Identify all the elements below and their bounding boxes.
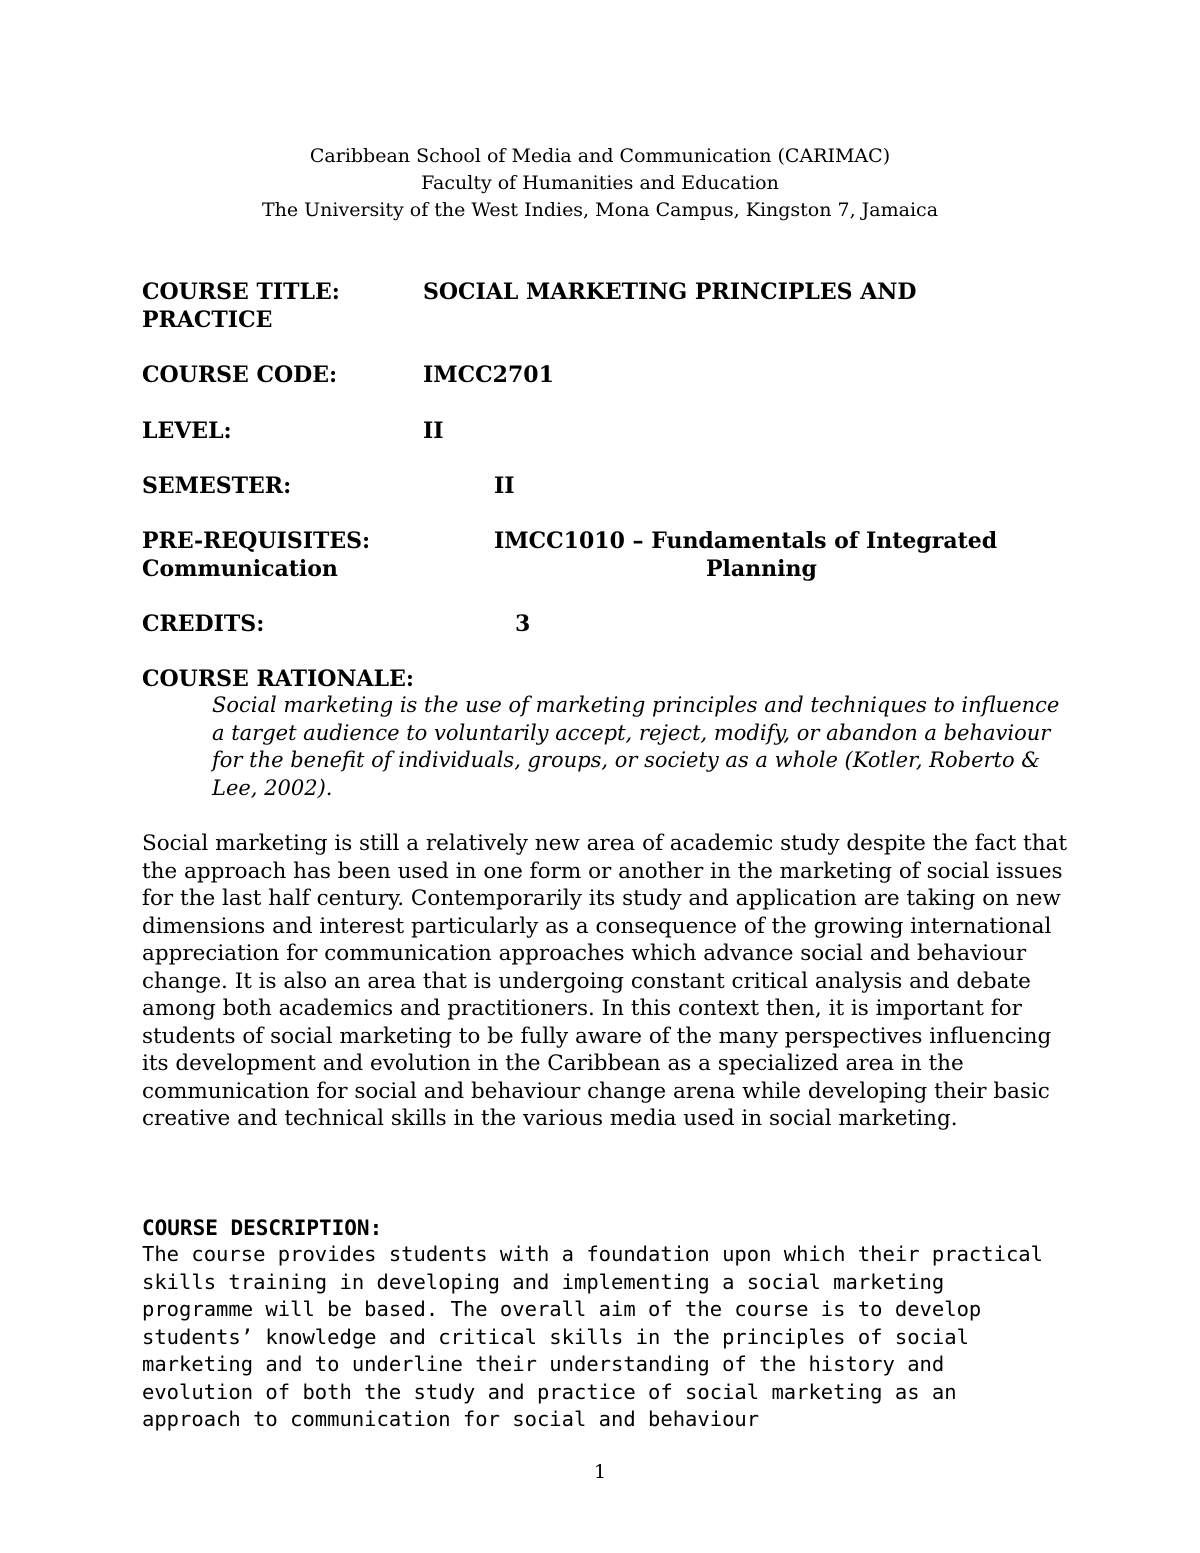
prerequisites-value-wrap-right: Planning [706,556,817,582]
header-faculty: Faculty of Humanities and Education [421,172,779,194]
course-code-value: IMCC2701 [423,362,554,388]
course-rationale-heading: COURSE RATIONALE: [142,666,414,692]
header-university: The University of the West Indies, Mona Campus, Kingston 7, Jamaica [261,199,939,221]
level-label: LEVEL: [142,418,232,444]
page-number: 1 [593,1461,607,1483]
semester-label: SEMESTER: [142,473,292,499]
rationale-paragraph: Social marketing is still a relatively new area of academic study despite the fact that the approach has been used in one form or another in the marketing of social issues for the last half century. Contemporarily its study and application are taking on new dimensions and interest particularly as a consequence of the growing international appreciation for communication approaches which advance social and behaviour change. It is also an area that is undergoing constant critical analysis and debate among both academics and practitioners. In this context then, it is important for students of social marketing to be fully aware of the many perspectives influencing its development and evolution in the Caribbean as a specialized area in the communication for social and behaviour change arena while developing their basic creative and technical skills in the various media used in social marketing. [142,831,1068,1131]
prerequisites-label: PRE-REQUISITES: [142,528,371,554]
prerequisites-value-wrap-left: Communication [142,556,338,582]
credits-label: CREDITS: [142,611,265,637]
level-value: II [423,418,444,444]
header-school: Caribbean School of Media and Communication (CARIMAC) [309,145,891,167]
course-description-paragraph: The course provides students with a foundation upon which their practical skills training in developing and implementing a social marketing programme will be based. The overall aim of the course is to develop students’ knowledge and critical skills in the principles of social marketing and to underline their understanding of the history and evolution of both the study and practice of social marketing as an approach to communication for social and behaviour [142,1242,1043,1431]
prerequisites-value: IMCC1010 – Fundamentals of Integrated [494,528,998,554]
course-description-heading: COURSE DESCRIPTION: [142,1216,383,1240]
course-title-value: SOCIAL MARKETING PRINCIPLES AND [423,279,917,305]
rationale-definition-quote: Social marketing is the use of marketing principles and techniques to influence a target audience to voluntarily accept, reject, modify, or abandon a behaviour for the benefit of individuals, groups, or society as a whole (Kotler, Roberto & Lee, 2002). [212,693,1060,800]
course-title-label: COURSE TITLE: [142,279,340,305]
course-title-value-wrap: PRACTICE [142,307,273,333]
semester-value: II [494,473,515,499]
credits-value: 3 [515,611,531,637]
institution-header [0,143,1200,224]
course-code-label: COURSE CODE: [142,362,338,388]
